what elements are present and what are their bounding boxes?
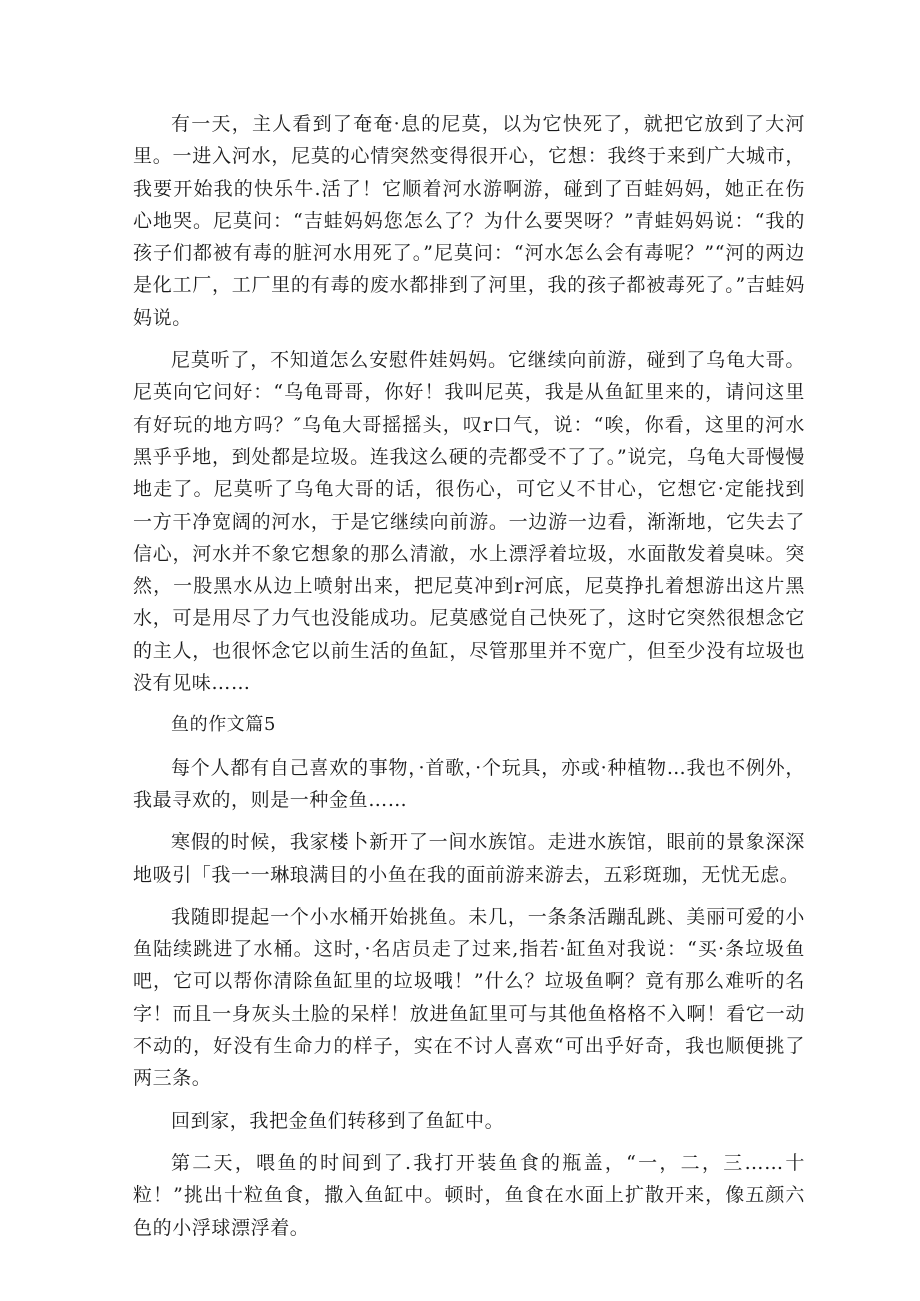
paragraph-2: 尼莫听了，不知道怎么安慰件娃妈妈。它继续向前游，碰到了乌龟大哥。尼英向它问好：“乌龟哥哥，你好！我叫尼英，我是从鱼缸里来的，请问这里有好玩的地方吗？″乌龟大哥摇摇头，叹r口气，说：“唉，你看，这里的河水黑乎乎地，到处都是垃圾。连我这么硬的壳都受不了了。”说完，乌龟大哥慢慢地走了。尼莫听了乌龟大哥的话，很伤心，可它乂不甘心，它想它·定能找到一方干净宽阔的河水，于是它继续向前游。一边游一边看，渐渐地，它失去了信心，河水并不象它想象的那么清澈，水上漂浮着垃圾，水面散发着臭味。突然，一股黑水从边上喷射出来，把尼莫冲到r河底，尼莫挣扎着想游出这片黑水，可是用尽了力气也没能成功。尼莫感觉自己快死了，这时它突然很想念它的主人，也很怀念它以前生活的鱼缸，尽管那里并不宽广，但至少没有垃圾也没有见味…… xyxy=(133,349,805,695)
paragraph-3: 每个人都有自己喜欢的事物，·首歌，·个玩具，亦或·种植物…我也不例外，我最寻欢的，则是一种金鱼…… xyxy=(133,756,805,811)
document-body xyxy=(133,108,805,1254)
paragraph-1: 有一天，主人看到了奄奄·息的尼莫，以为它快死了，就把它放到了大河里。一进入河水，尼莫的心情突然变得很开心，它想：我终于来到广大城市，我要开始我的快乐牛.活了！它顺着河水游啊游，碰到了百蛙妈妈，她正在伤心地哭。尼莫问：“吉蛙妈妈您怎么了？为什么要哭呀？”青蛙妈妈说：“我的孩子们都被有毒的脏河水用死了。”尼莫问：“河水怎么会有毒呢？”“河的两边是化工厂，工厂里的有毒的废水都排到了河里，我的孩子都被毒死了。”吉蛙妈妈说。 xyxy=(133,113,805,329)
paragraph-7: 第二天，喂鱼的时间到了.我打开装鱼食的瓶盖，“一，二，三……十粒！”挑出十粒鱼食，撒入鱼缸中。顿时，鱼食在水面上扩散开来，像五颜六色的小浮球漂浮着。 xyxy=(133,1151,805,1239)
paragraph-5: 我随即提起一个小水桶开始挑鱼。未几，一条条活蹦乱跳、美丽可爱的小鱼陆续跳进了水桶。这时，·名店员走了过来,指若·缸鱼对我说：“买·条垃圾鱼吧，它可以帮你清除鱼缸里的垃圾哦！”什么？垃圾鱼啊？竟有那么难听的名字！而且一身灰头土脸的呆样！放进鱼缸里可与其他鱼格格不入啊！看它一动不动的，好没有生命力的样子，实在不讨人喜欢“可出乎好奇，我也顺便挑了两三条。 xyxy=(133,905,805,1090)
paragraph-4: 寒假的时候，我家楼卜新开了一间水族馆。走进水族馆，眼前的景象深深地吸引「我一一琳琅满目的小鱼在我的面前游来游去，五彩斑珈，无忧无虑。 xyxy=(133,831,805,886)
section-heading: 鱼的作文篇5 xyxy=(171,714,277,736)
paragraph-6: 回到家，我把金鱼们转移到了鱼缸中。 xyxy=(171,1109,505,1132)
